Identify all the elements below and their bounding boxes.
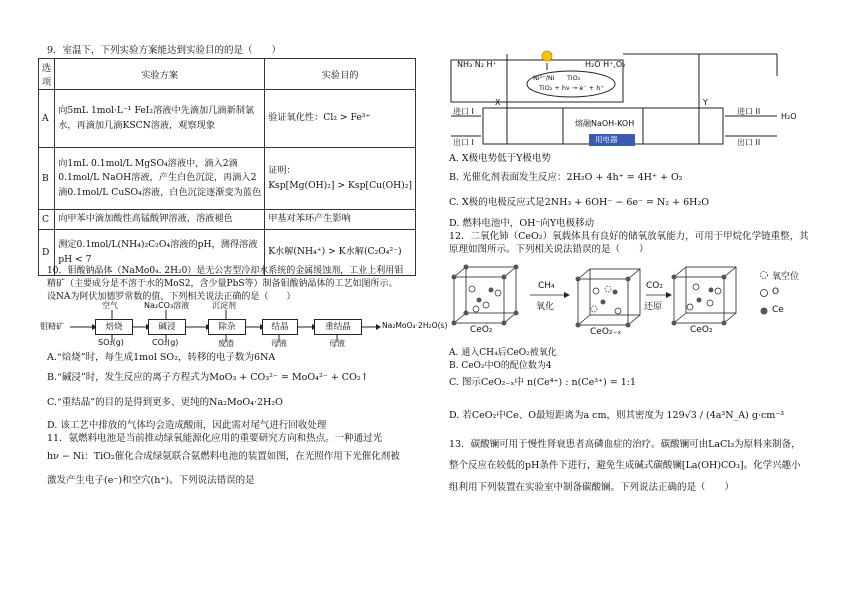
table-row — [39, 148, 416, 210]
flow-step-box: 除杂 — [208, 319, 246, 335]
plan-cell — [55, 148, 265, 210]
q11-cell-diagram — [447, 46, 829, 150]
step-reagent: CH₄ — [538, 281, 555, 291]
purpose-cell — [265, 210, 416, 230]
q13-stem-line: 整个反应在较低的pH条件下进行，避免生成碱式碳酸镧[La(OH)CO₃]。化学兴趣小 — [449, 460, 801, 471]
q10-option-a: A.“焙烧”时，每生成1mol SO₂，转移的电子数为6NA — [47, 352, 276, 363]
catalyst-label: TiO₂ + hν → e⁻ + h⁺ — [539, 84, 604, 92]
flow-product: Na₂MoO₄·2H₂O(s) — [382, 321, 448, 330]
electrolyte-label: 熔融NaOH-KOH — [575, 119, 635, 128]
electrode-x-label: X — [495, 98, 501, 107]
option-letter: C — [39, 210, 55, 230]
flow-output: 母液 — [329, 339, 345, 348]
q11-option-c: C. X极的电极反应式是2NH₃ + 6OH⁻ − 6e⁻ = N₂ + 6H₂O — [449, 197, 710, 208]
purpose-line: 验证氧化性：Cl₂ > Fe³⁺ — [268, 112, 371, 124]
q12-option-a: A. 通入CH₄后CeO₂被氧化 — [449, 348, 557, 358]
flow-output: SO₂(g) — [98, 338, 124, 347]
flow-step-box: 重结晶 — [314, 319, 362, 335]
q10-option-c: C.“重结晶”的目的是得到更多、更纯的Na₂MoO₄·2H₂O — [47, 397, 283, 408]
purpose-cell — [265, 90, 416, 148]
legend-cerium: Ce — [772, 305, 784, 315]
water-label: H₂O — [781, 112, 797, 121]
flow-input: 空气 — [102, 301, 118, 310]
crystal-label: CeO₂₋ₓ — [590, 327, 622, 337]
plan-line: 向5mL 1mol·L⁻¹ FeI₂溶液中先滴加几滴新制氯 — [58, 105, 255, 117]
flow-step-box: 结晶 — [262, 319, 298, 335]
plan-line: 测定0.1mol/L(NH₄)₂C₂O₄溶液的pH，测得溶液 — [58, 239, 258, 251]
q11-option-b: B. 光催化剂表面发生反应：2H₂O + 4h⁺ = 4H⁺ + O₂ — [449, 172, 683, 183]
q10-stem-line: 10．钼酸钠晶体（NaMo0₄. 2H₂0）是无公害型冷却水系统的金属缓蚀剂，工业上利用钼 — [47, 266, 404, 276]
outlet-label: 出口 I — [453, 138, 474, 147]
plan-line: 水，再滴加几滴KSCN溶液，观察现象 — [58, 119, 216, 131]
legend-oxygen: O — [772, 287, 780, 297]
outlet-label: 出口 II — [737, 138, 761, 147]
flow-input: Na₂CO₃溶液 — [144, 301, 190, 310]
purpose-cell — [265, 148, 416, 210]
q9-stem: 9．室温下，下列实验方案能达到实验目的的是（ ） — [47, 45, 282, 56]
purpose-line: 甲基对苯环产生影响 — [268, 213, 351, 225]
q11-option-d: D. 燃料电池中，OH⁻向Y电极移动 — [449, 218, 595, 229]
q12-crystal-diagram — [446, 263, 832, 341]
q10-stem-line: 设NA为阿伏加德罗常数的值，下列相关说法正确的是（ ） — [47, 292, 296, 302]
q12-stem-line: 原理如图所示。下列相关说法错误的是（ ） — [449, 244, 649, 255]
table-header: 实验目的 — [265, 59, 416, 90]
plan-cell — [55, 90, 265, 148]
q13-stem-line: 13．碳酸镧可用于慢性肾衰患者高磷血症的治疗。碳酸镧可由LaCl₃为原料来制备， — [449, 439, 801, 450]
catalyst-label: Ni²⁺/Ni — [533, 74, 555, 82]
q12-option-b: B. CeO₂中O的配位数为4 — [449, 361, 552, 371]
purpose-line: 证明： — [268, 165, 296, 177]
plan-line: 0.1mol/L NaOH溶液，产生白色沉淀，再滴入2 — [58, 172, 257, 184]
step-reagent: CO₂ — [646, 281, 663, 291]
q13-stem-line: 组利用下列装置在实验室中制备碳酸镧。下列说法正确的是（ ） — [449, 482, 735, 493]
q12-option-d: D. 若CeO₂中Ce、O最短距离为a cm，则其密度为 129√3 / (4a³N_A) g·cm⁻³ — [449, 410, 785, 421]
flow-input: 沉淀剂 — [212, 301, 236, 310]
device-label: 用电器 — [595, 135, 618, 144]
plan-cell — [55, 210, 265, 230]
q10-option-d: D. 该工艺中排放的气体均会造成酸雨，因此需对尾气进行回收处理 — [47, 420, 327, 431]
plan-line: 滴0.1mol/L CuSO₄溶液，白色沉淀逐渐变为蓝色 — [58, 186, 262, 198]
q11-stem-line: 激发产生电子(e⁻)和空穴(h⁺)。下列说法错误的是 — [47, 475, 255, 486]
plan-line: 向1mL 0.1mol/L MgSO₄溶液中，滴入2滴 — [58, 158, 238, 170]
q10-stem-line: 精矿（主要成分是不溶于水的MoS2，含少量PbS等）制备钼酸钠晶体的工艺如图所示。 — [47, 279, 398, 289]
legend-vacancy: 氧空位 — [772, 272, 800, 282]
plan-line: 向甲苯中滴加酸性高锰酸钾溶液，溶液褪色 — [58, 213, 233, 225]
flow-output: CO₂(g) — [152, 338, 179, 347]
product-label: H₂O H⁺,O₂ — [585, 60, 626, 69]
option-letter: B — [39, 148, 55, 210]
q12-stem-line: 12．二氧化铈（CeO₂）氧载体具有良好的储氧放氧能力，可用于甲烷化学链重整，其 — [449, 231, 809, 242]
table-header: 实验方案 — [55, 59, 265, 90]
q12-option-c: C. 图示CeO₂₋ₓ中 n(Ce⁴⁺) : n(Ce³⁺) = 1:1 — [449, 377, 637, 388]
process-flowchart — [40, 300, 448, 348]
table-header-row — [39, 59, 416, 90]
electrode-y-label: Y — [703, 98, 708, 107]
crystal-label: CeO₂ — [690, 325, 713, 335]
inlet-label: 进口 II — [737, 107, 761, 116]
flow-step-box: 焙烧 — [95, 319, 133, 335]
q11-option-a: A. X极电势低于Y极电势 — [449, 153, 551, 164]
reactant-label: NH₃ N₂ H⁺ — [457, 60, 497, 69]
q9-table — [38, 58, 416, 276]
q11-stem-line: 11．氨燃料电池是当前推动绿氧能源化应用的重要研究方向和热点。一种通过光 — [47, 433, 383, 444]
option-letter: A — [39, 90, 55, 148]
flow-output: 废渣 — [218, 339, 234, 348]
flow-step-box: 碱浸 — [148, 319, 186, 335]
purpose-line: Ksp[Mg(OH)₂] > Ksp[Cu(OH)₂] — [268, 179, 413, 191]
q11-stem-line: hν − Ni：TiO₂催化合成绿氨联合氨燃料电池的装置如图，在光照作用下光催化剂被 — [47, 451, 400, 462]
table-header: 选项 — [39, 59, 55, 90]
step-process: 氧化 — [536, 302, 555, 312]
table-row — [39, 210, 416, 230]
purpose-line: K水解(NH₄⁺) > K水解(C₂O₄²⁻) — [268, 246, 402, 258]
crystal-label: CeO₂ — [470, 325, 493, 335]
plan-line: pH < 7 — [58, 253, 92, 265]
inlet-label: 进口 I — [453, 107, 474, 116]
step-process: 还原 — [644, 302, 663, 312]
cell-drawing — [447, 46, 829, 150]
catalyst-label: TiO₂ — [567, 74, 581, 82]
table-row — [39, 90, 416, 148]
flow-start: 钼精矿 — [40, 322, 64, 331]
flow-output: 母液 — [271, 339, 287, 348]
option-letter: D — [39, 230, 55, 276]
q10-option-b: B.“碱浸”时，发生反应的离子方程式为MoO₃ + CO₃²⁻ = MoO₄²⁻ + CO₂↑ — [47, 372, 369, 383]
